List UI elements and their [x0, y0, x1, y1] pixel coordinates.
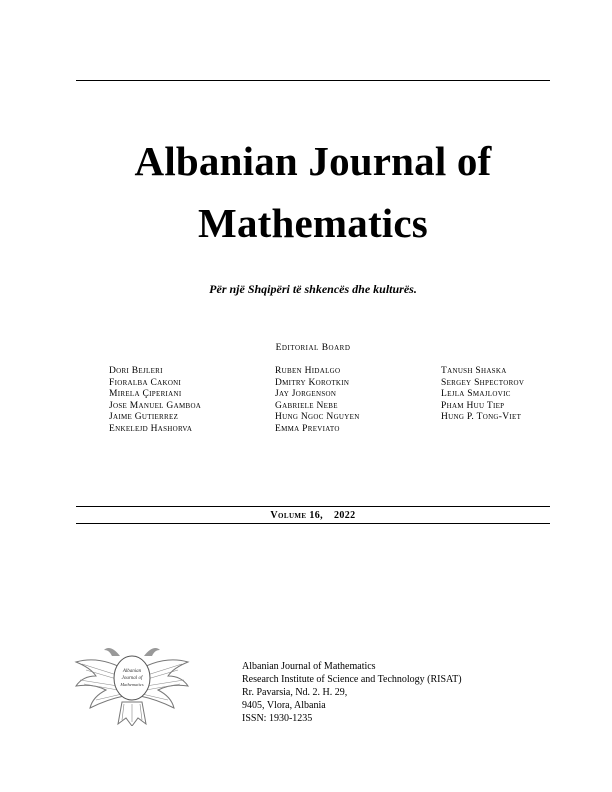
publisher-city: 9405, Vlora, Albania	[242, 700, 326, 711]
right-head	[144, 648, 160, 656]
volume-top-rule	[76, 506, 550, 507]
emblem-text-line3: Mathematics	[120, 682, 144, 687]
editor-name: Fioralba Cakoni	[109, 377, 182, 388]
editor-column-3	[441, 366, 524, 424]
volume-year: 2022	[333, 510, 356, 521]
editor-name: Ruben Hidalgo	[275, 366, 341, 376]
journal-title-line2: Mathematics	[198, 200, 428, 246]
editor-name: Dori Bejleri	[109, 366, 163, 376]
emblem-text-line2: Journal of	[121, 676, 143, 681]
editor-name: Lejla Smajlovic	[441, 389, 511, 399]
left-head	[104, 648, 120, 656]
editor-column-2	[275, 366, 360, 435]
editor-name: Gabriele Nebe	[275, 400, 338, 411]
editor-name: Emma Previato	[275, 423, 340, 434]
editor-name: Jose Manuel Gamboa	[109, 400, 202, 411]
editor-column-1	[109, 366, 201, 435]
journal-title	[56, 130, 570, 254]
emblem-text-line1: Albanian	[122, 669, 142, 674]
publisher-address	[242, 660, 462, 725]
editor-name: Pham Huu Tiep	[441, 400, 505, 411]
editor-name: Mirela Çiperiani	[109, 389, 182, 399]
editor-name: Hung P. Tong-Viet	[441, 412, 522, 422]
editor-name: Jaime Gutierrez	[109, 412, 179, 422]
journal-motto: Për një Shqipëri të shkencës dhe kulturës.	[209, 282, 417, 296]
top-rule	[76, 80, 550, 81]
publisher-journal: Albanian Journal of Mathematics	[242, 661, 376, 672]
publisher-street: Rr. Pavarsia, Nd. 2. H. 29,	[242, 687, 348, 698]
editor-name: Hung Ngoc Nguyen	[275, 412, 360, 422]
editor-name: Sergey Shpectorov	[441, 377, 525, 388]
editor-name: Dmitry Korotkin	[275, 377, 350, 388]
volume-line	[76, 510, 550, 521]
double-headed-eagle-icon	[72, 634, 192, 726]
volume-label: Volume 16,	[270, 510, 324, 521]
editor-name: Tanush Shaska	[441, 366, 507, 376]
editorial-board-heading: Editorial Board	[275, 343, 351, 353]
publisher-institute: Research Institute of Science and Technology (RISAT)	[242, 674, 462, 685]
publisher-issn: ISSN: 1930-1235	[242, 713, 313, 724]
editor-name: Enkelejd Hashorva	[109, 423, 193, 434]
journal-title-line1: Albanian Journal of	[134, 138, 492, 184]
editor-name: Jay Jorgenson	[275, 389, 337, 399]
volume-bottom-rule	[76, 523, 550, 524]
